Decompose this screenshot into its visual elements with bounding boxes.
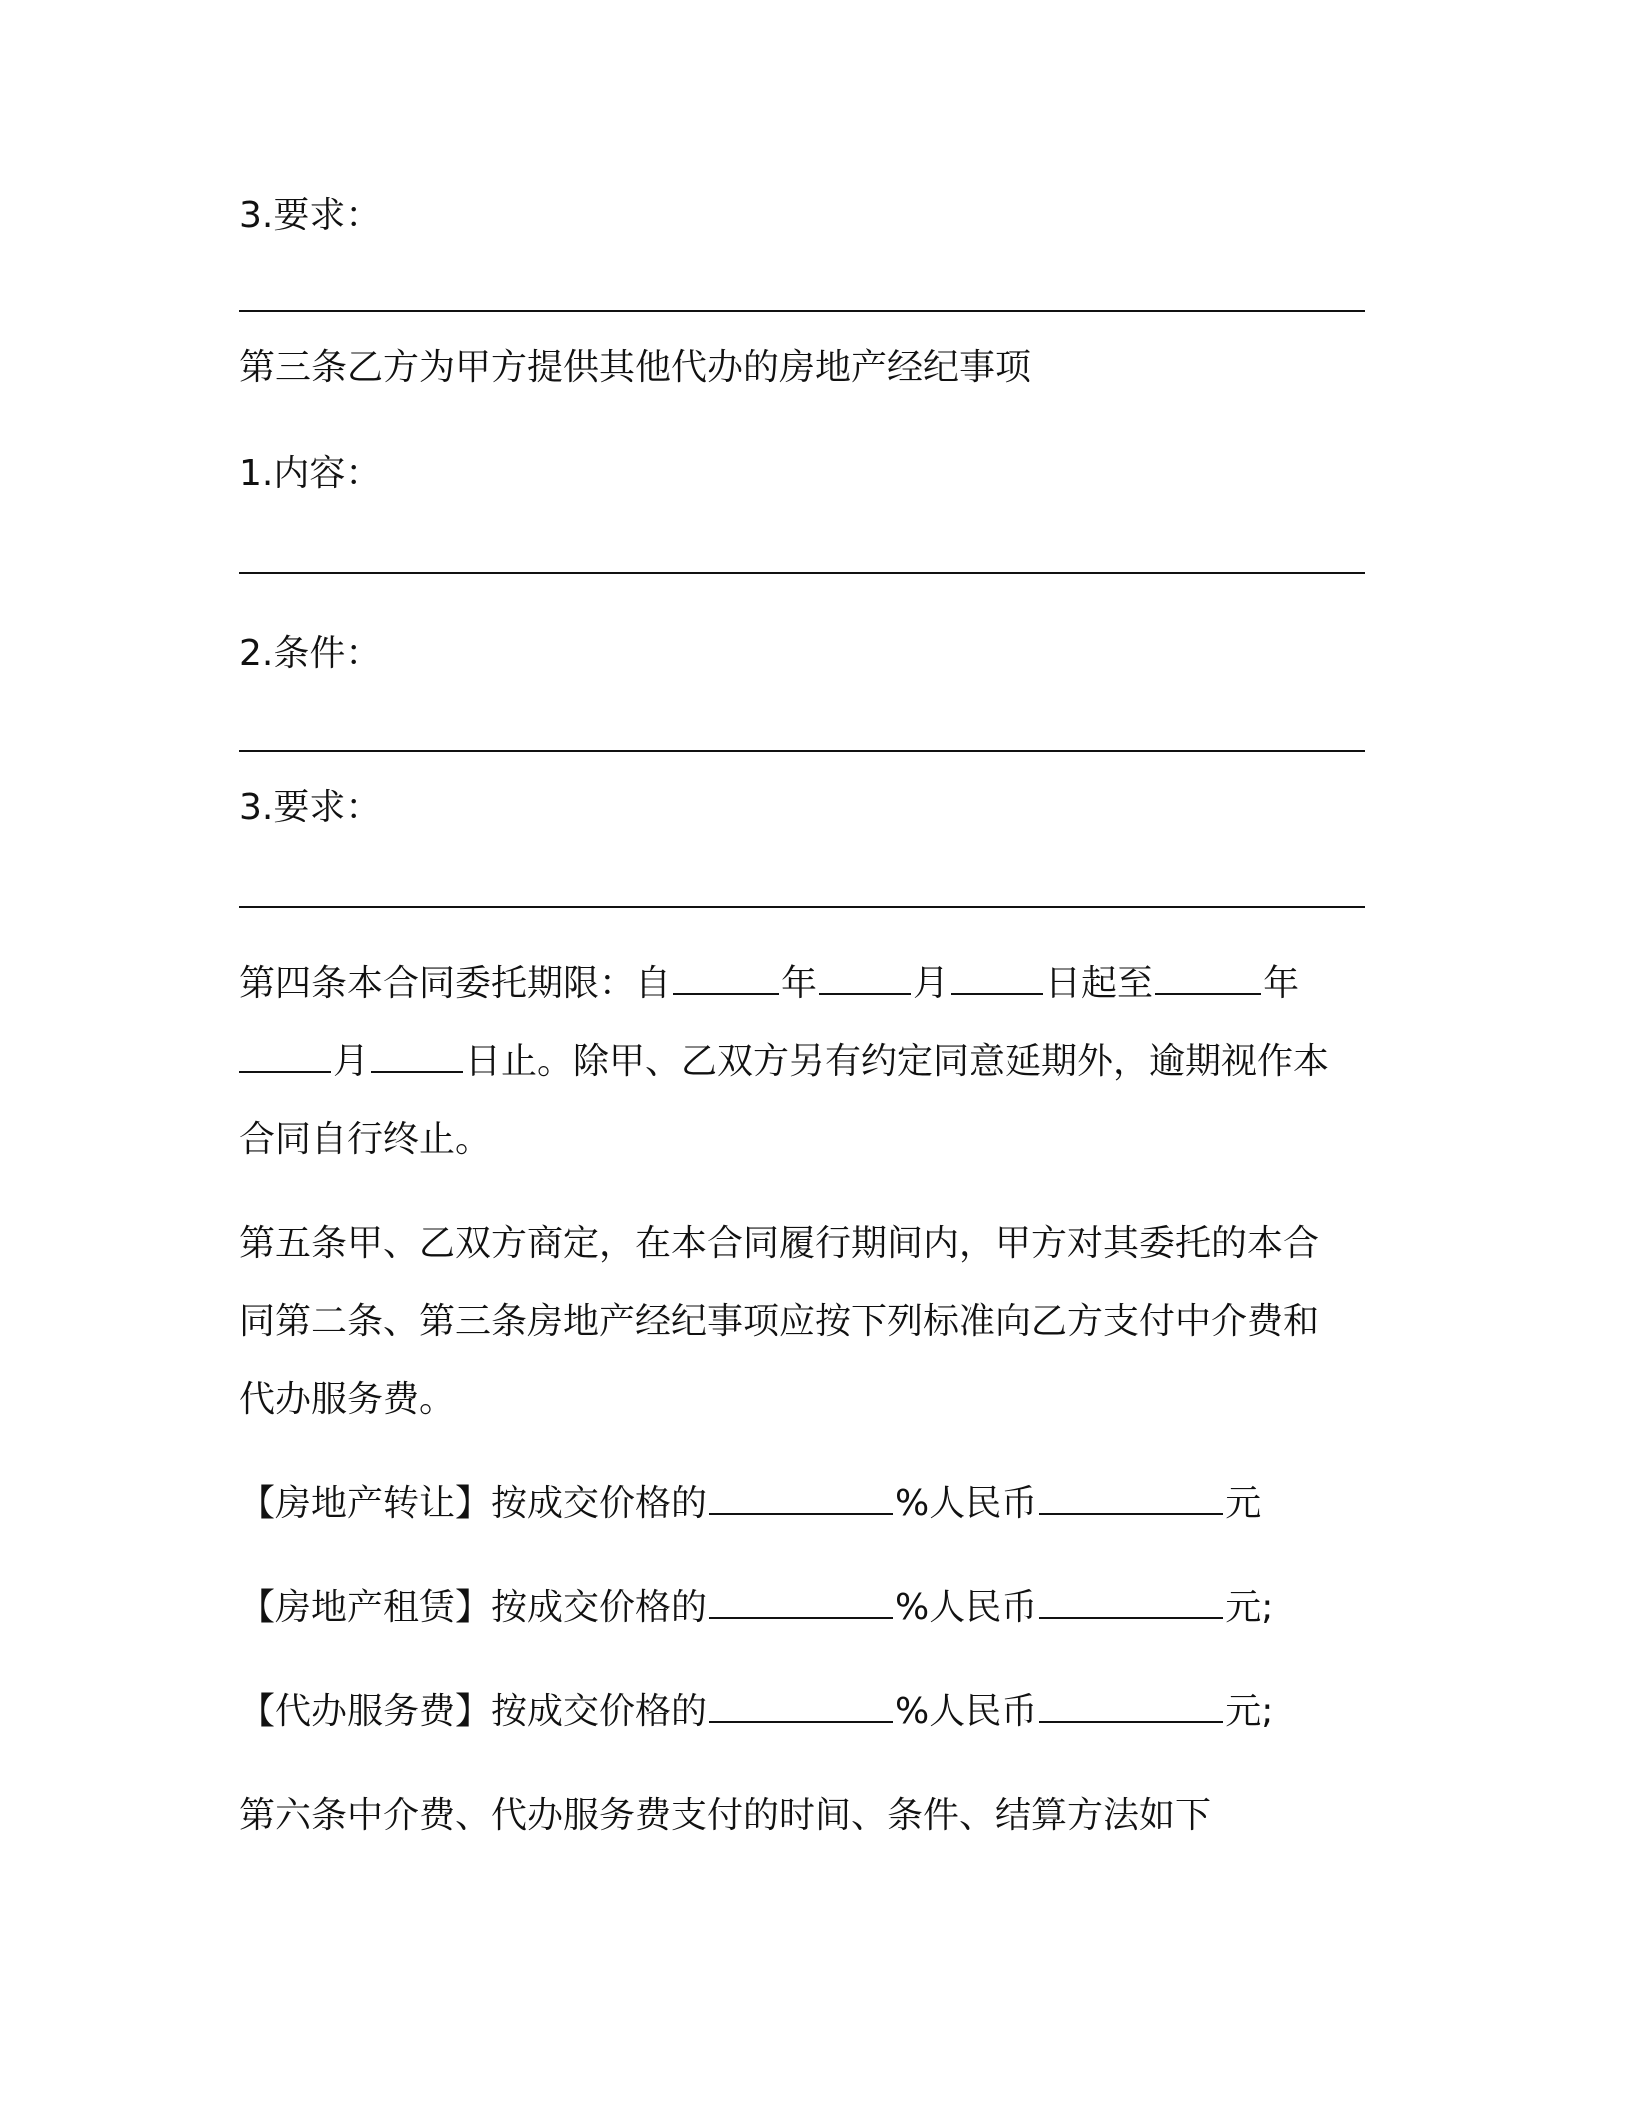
day-to-label: 日起至 — [1045, 963, 1154, 1004]
end-month-label: 月 — [333, 1041, 370, 1082]
end-month-blank[interactable] — [239, 1041, 331, 1073]
year-blank[interactable] — [673, 963, 779, 995]
article-4-text: 第四条本合同委托期限：自 — [239, 963, 672, 1004]
fill-in-line — [239, 310, 1365, 312]
article-4-line-2 — [239, 1040, 1329, 1084]
article-5-line-1: 第五条甲、乙双方商定，在本合同履行期间内，甲方对其委托的本合 — [239, 1223, 1320, 1264]
percent-label: %人民币 — [895, 1483, 1038, 1524]
article-6-title: 第六条中介费、代办服务费支付的时间、条件、结算方法如下 — [239, 1795, 1212, 1836]
unit-label: 元 — [1225, 1483, 1262, 1524]
article-4-text: 日止。除甲、乙双方另有约定同意延期外，逾期视作本 — [465, 1041, 1330, 1082]
amount-blank[interactable] — [1039, 1587, 1223, 1619]
article-4-line-3: 合同自行终止。 — [239, 1119, 492, 1160]
requirement-label: 3.要求： — [239, 787, 382, 828]
fill-in-line — [239, 750, 1365, 752]
amount-blank[interactable] — [1039, 1691, 1223, 1723]
condition-label: 2.条件： — [239, 633, 382, 674]
day-blank[interactable] — [951, 963, 1043, 995]
article-5-line-2: 同第二条、第三条房地产经纪事项应按下列标准向乙方支付中介费和 — [239, 1301, 1320, 1342]
month-blank[interactable] — [819, 963, 911, 995]
end-year-label: 年 — [1263, 963, 1300, 1004]
unit-label: 元; — [1225, 1691, 1274, 1732]
fee-row — [239, 1482, 1261, 1526]
percent-blank[interactable] — [709, 1691, 893, 1723]
fee-label: 【房地产租赁】按成交价格的 — [239, 1587, 708, 1628]
fill-in-line — [239, 572, 1365, 574]
month-label: 月 — [913, 963, 950, 1004]
content-label: 1.内容： — [239, 453, 382, 494]
end-day-blank[interactable] — [371, 1041, 463, 1073]
unit-label: 元; — [1225, 1587, 1274, 1628]
article-5-line-3: 代办服务费。 — [239, 1379, 456, 1420]
fee-row — [239, 1690, 1273, 1734]
fee-label: 【代办服务费】按成交价格的 — [239, 1691, 708, 1732]
percent-label: %人民币 — [895, 1691, 1038, 1732]
fee-label: 【房地产转让】按成交价格的 — [239, 1483, 708, 1524]
percent-label: %人民币 — [895, 1587, 1038, 1628]
fee-row — [239, 1586, 1273, 1630]
article-3-title: 第三条乙方为甲方提供其他代办的房地产经纪事项 — [239, 347, 1032, 388]
percent-blank[interactable] — [709, 1587, 893, 1619]
fill-in-line — [239, 906, 1365, 908]
year-label: 年 — [781, 963, 818, 1004]
amount-blank[interactable] — [1039, 1483, 1223, 1515]
article-4-line-1 — [239, 962, 1299, 1006]
percent-blank[interactable] — [709, 1483, 893, 1515]
requirement-label: 3.要求： — [239, 195, 382, 236]
end-year-blank[interactable] — [1155, 963, 1261, 995]
